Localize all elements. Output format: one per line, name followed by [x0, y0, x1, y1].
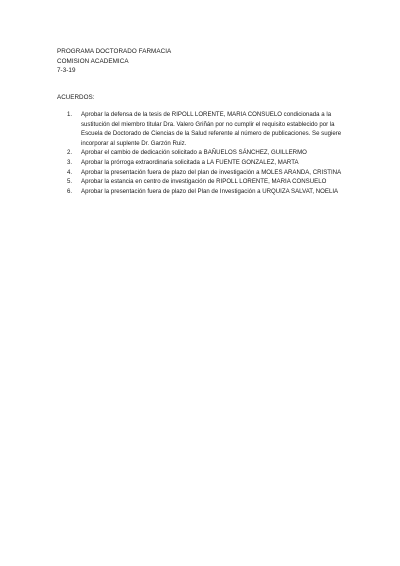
agreement-number: 3. [67, 158, 73, 166]
agreement-text: Aprobar la prórroga extraordinaria solicitada a LA FUENTE GONZALEZ, MARTA [81, 158, 299, 166]
agreement-text: Aprobar la presentación fuera de plazo del plan de investigación a MOLES ARANDA, CRISTINA [81, 168, 342, 176]
agreement-item [57, 148, 347, 158]
agreement-item [57, 177, 347, 187]
agreement-text: Aprobar la presentación fuera de plazo del Plan de Investigación a URQUIZA SALVAT, NOELIA [81, 187, 339, 195]
agreement-number: 4. [67, 168, 73, 176]
agreement-item [57, 168, 347, 178]
agreement-number: 1. [67, 111, 73, 118]
agreement-item [57, 158, 347, 168]
meeting-date: 7-3-19 [57, 67, 76, 75]
agreement-item [57, 187, 347, 197]
document-header [57, 47, 171, 76]
agreement-number: 2. [67, 149, 73, 157]
agreements-list [57, 110, 347, 196]
agreement-text: Aprobar la defensa de la tesis de RIPOLL LORENTE, MARIA CONSUELO condicionada a la sustitución del miembro titular Dra. Valero Griñán por no cumplir el requisito establecido por la Escuela de Doctorado de Ciencias de la Salud referente al número de publicaciones. Se sugiere incorporar al suplente Dr. Garzón Ruiz. [81, 111, 342, 147]
agreement-text: Aprobar el cambio de dedicación solicitado a BAÑUELOS SÁNCHEZ, GUILLERMO [81, 149, 307, 157]
agreement-number: 5. [67, 178, 73, 186]
commission-title: COMISION ACADEMICA [57, 57, 129, 65]
agreement-item [57, 110, 347, 148]
program-title: PROGRAMA DOCTORADO FARMACIA [57, 48, 172, 55]
agreements-heading: ACUERDOS: [57, 94, 95, 101]
agreement-text: Aprobar la estancia en centro de investigación de RIPOLL LORENTE, MARIA CONSUELO [81, 178, 327, 186]
agreement-number: 6. [67, 187, 73, 195]
